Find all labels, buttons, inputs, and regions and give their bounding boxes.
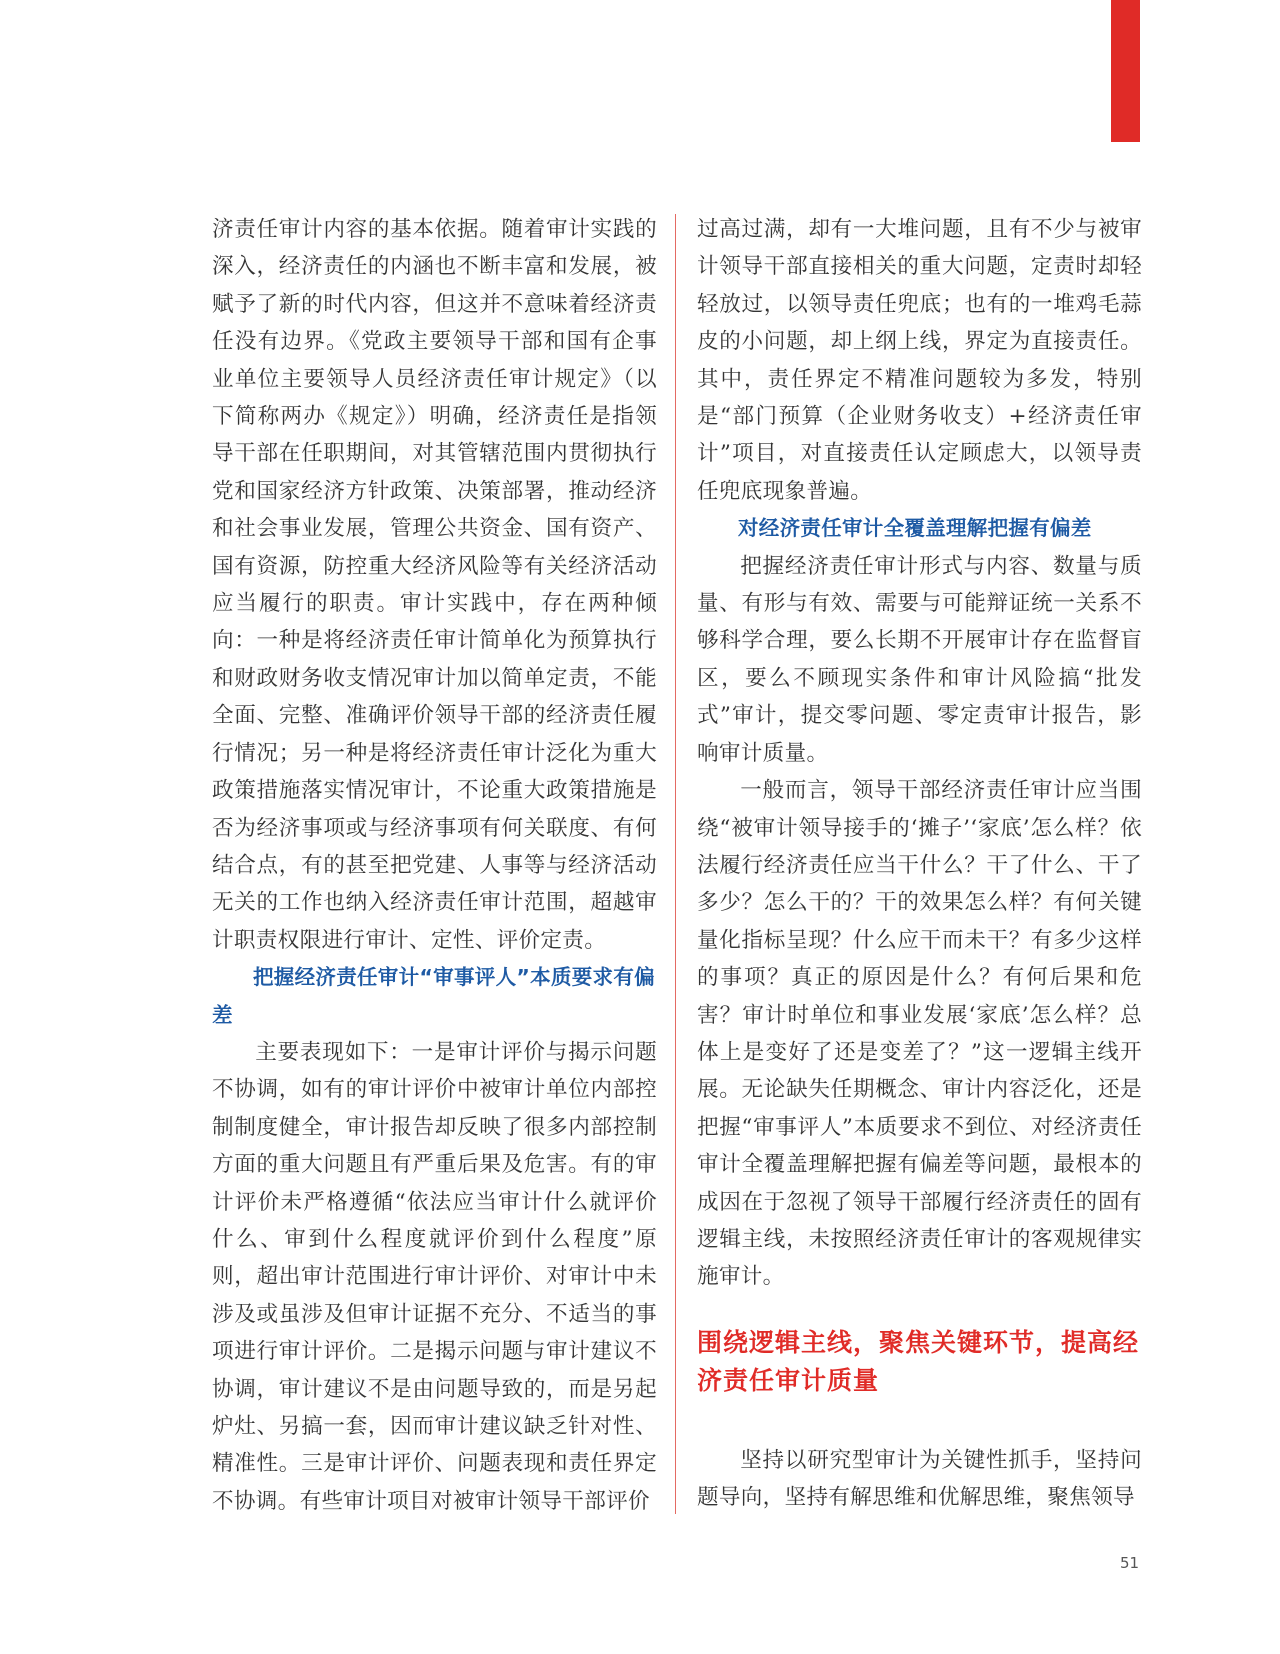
right-paragraph-4: 坚持以研究型审计为关键性抓手，坚持问题导向，坚持有解思维和优解思维，聚焦领导	[697, 1447, 1142, 1511]
page-number: 51	[1120, 1554, 1140, 1572]
section-heading: 围绕逻辑主线，聚焦关键环节，提高经济责任审计质量	[697, 1327, 1140, 1395]
red-corner-tab	[1111, 0, 1140, 142]
right-paragraph-2: 把握经济责任审计形式与内容、数量与质量、有形与有效、需要与可能辩证统一关系不够科学合理，要么长期不开展审计存在监督盲区，要么不顾现实条件和审计风险搞“批发式”审计，提交零问题、零定责审计报告，影响审计质量。	[697, 553, 1142, 766]
right-paragraph-3: 一般而言，领导干部经济责任审计应当围绕“被审计领导接手的‘摊子’‘家底’怎么样？依法履行经济责任应当干什么？干了什么、干了多少？怎么干的？干的效果怎么样？有何关键量化指标呈现？什么应干而未干？有多少这样的事项？真正的原因是什么？有何后果和危害？审计时单位和事业发展‘家底’怎么样？总体上是变好了还是变差了？”这一逻辑主线开展。无论缺失任期概念、审计内容泛化，还是把握“审事评人”本质要求不到位、对经济责任审计全覆盖理解把握有偏差等问题，最根本的成因在于忽视了领导干部履行经济责任的固有逻辑主线，未按照经济责任审计的客观规律实施审计。	[697, 778, 1142, 1290]
column-divider	[675, 214, 676, 1514]
right-paragraph-1: 过高过满，却有一大堆问题，且有不少与被审计领导干部直接相关的重大问题，定责时却轻轻放过，以领导责任兜底；也有的一堆鸡毛蒜皮的小问题，却上纲上线，界定为直接责任。其中，责任界定不精准问题较为多发，特别是“部门预算（企业财务收支）+经济责任审计”项目，对直接责任认定顾虑大，以领导责任兜底现象普遍。	[697, 217, 1142, 504]
left-column	[212, 211, 657, 1520]
left-subheading: 把握经济责任审计“审事评人”本质要求有偏差	[212, 965, 655, 1027]
right-column	[697, 211, 1142, 1517]
right-subheading: 对经济责任审计全覆盖理解把握有偏差	[738, 516, 1092, 541]
left-paragraph-1: 济责任审计内容的基本依据。随着审计实践的深入，经济责任的内涵也不断丰富和发展，被赋予了新的时代内容，但这并不意味着经济责任没有边界。《党政主要领导干部和国有企事业单位主要领导人员经济责任审计规定》（以下简称两办《规定》）明确，经济责任是指领导干部在任职期间，对其管辖范围内贯彻执行党和国家经济方针政策、决策部署，推动经济和社会事业发展，管理公共资金、国有资产、国有资源，防控重大经济风险等有关经济活动应当履行的职责。审计实践中，存在两种倾向：一种是将经济责任审计简单化为预算执行和财政财务收支情况审计加以简单定责，不能全面、完整、准确评价领导干部的经济责任履行情况；另一种是将经济责任审计泛化为重大政策措施落实情况审计，不论重大政策措施是否为经济事项或与经济事项有何关联度、有何结合点，有的甚至把党建、人事等与经济活动无关的工作也纳入经济责任审计范围，超越审计职责权限进行审计、定性、评价定责。	[212, 217, 657, 953]
left-paragraph-2: 主要表现如下：一是审计评价与揭示问题不协调，如有的审计评价中被审计单位内部控制制度健全，审计报告却反映了很多内部控制方面的重大问题且有严重后果及危害。有的审计评价未严格遵循“依法应当审计什么就评价什么、审到什么程度就评价到什么程度”原则，超出审计范围进行审计评价、对审计中未涉及或虽涉及但审计证据不充分、不适当的事项进行审计评价。二是揭示问题与审计建议不协调，审计建议不是由问题导致的，而是另起炉灶、另搞一套，因而审计建议缺乏针对性、精准性。三是审计评价、问题表现和责任界定不协调。有些审计项目对被审计领导干部评价	[212, 1039, 657, 1514]
